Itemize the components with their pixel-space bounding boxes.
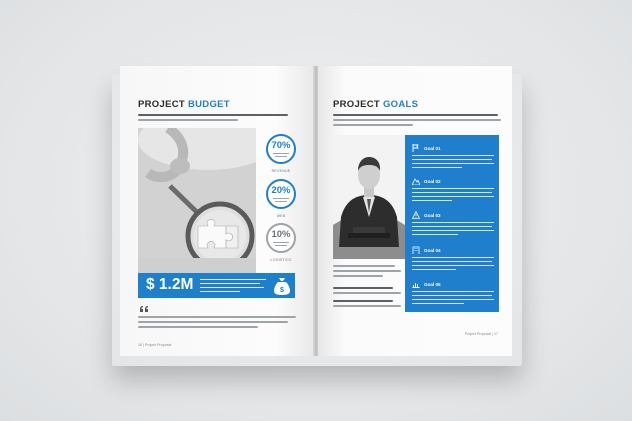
page-title-budget (138, 99, 230, 110)
goal-item (412, 211, 496, 239)
stat-circle-logistics (266, 223, 296, 253)
title-dark: PROJECT (138, 99, 185, 110)
goal-name: Goal 05 (424, 281, 441, 287)
left-page (120, 66, 314, 356)
mountain-icon (412, 177, 420, 185)
stat-circle-web (266, 179, 296, 209)
businessman-image (333, 135, 405, 259)
chart-icon (412, 280, 420, 288)
goal-item (412, 177, 496, 205)
stat-label: LOGISTICS (270, 258, 292, 262)
svg-text:$: $ (280, 287, 284, 294)
title-accent: BUDGET (187, 99, 230, 110)
quote-icon (140, 306, 150, 312)
stat-label: REVENUE (271, 169, 291, 173)
page-title-goals (333, 99, 418, 110)
building-icon (412, 246, 420, 254)
title-dark: PROJECT (333, 99, 380, 110)
warning-icon (412, 211, 420, 219)
goal-item (412, 144, 496, 172)
stat-circle-revenue (266, 134, 296, 164)
right-page (318, 66, 512, 356)
stat-value: 10% (271, 229, 291, 241)
title-accent: GOALS (382, 99, 419, 110)
budget-amount-band (138, 273, 295, 298)
goal-name: Goal 01 (424, 145, 441, 151)
goal-name: Goal 04 (424, 247, 441, 253)
goal-item (412, 280, 496, 308)
stat-label: WEB (276, 214, 286, 218)
page-footer-right: Project Proposal | 17 (464, 332, 498, 336)
stat-value: 70% (271, 140, 291, 152)
goals-panel (405, 135, 499, 312)
money-bag-icon (274, 276, 290, 295)
goal-name: Goal 03 (424, 212, 441, 218)
intro-line (138, 114, 288, 116)
goal-name: Goal 02 (424, 178, 441, 184)
intro-line (138, 119, 238, 121)
flag-icon (412, 144, 420, 152)
goal-item (412, 246, 496, 274)
page-footer-left: 16 | Project Proposal (138, 343, 172, 347)
stat-value: 20% (271, 185, 291, 197)
budget-amount: $ 1.2M (146, 276, 194, 293)
businessman-photo (333, 135, 405, 259)
